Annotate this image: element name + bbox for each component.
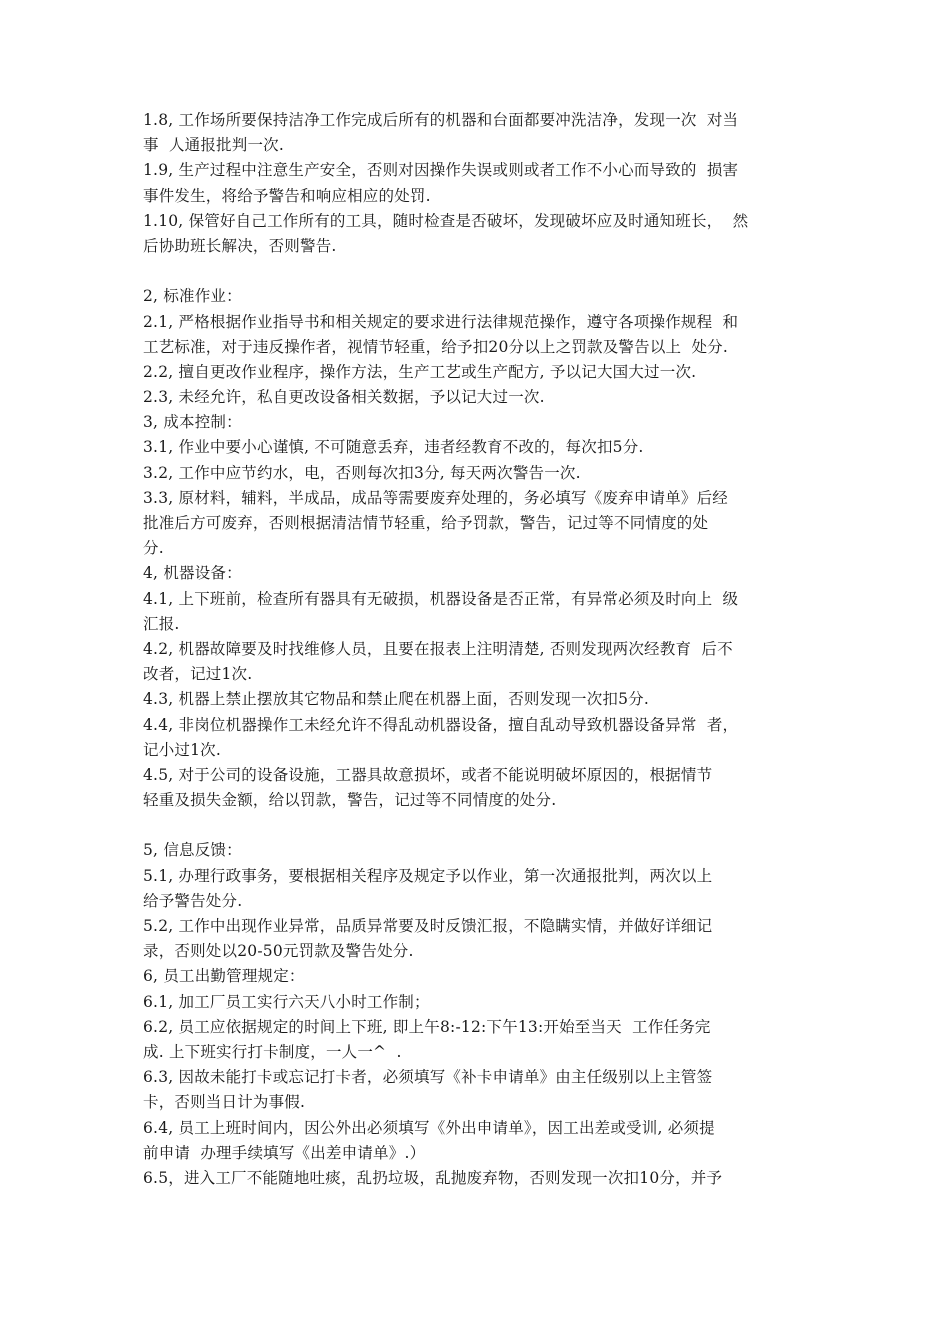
text-line: 5.2, 工作中出现作业异常，品质异常要及时反馈汇报，不隐瞒实情，并做好详细记 [143, 917, 713, 935]
text-line: 6.4, 员工上班时间内，因公外出必须填写《外出申请单》，因工出差或受训, 必须提 [143, 1118, 715, 1137]
text-line: 6.2, 员工应依据规定的时间上下班, 即上午8:-12:下午13:开始至当天 工作任务完 [143, 1017, 711, 1036]
text-line: 1.8, 工作场所要保持洁净工作完成后所有的机器和台面都要冲洗洁净，发现一次 对当 [143, 111, 739, 129]
text-line: 1.10, 保管好自己工作所有的工具，随时检查是否破坏，发现破坏应及时通知班长， 然 [143, 211, 749, 230]
text-line: 4, 机器设备： [143, 564, 242, 583]
text-line: 3.3, 原材料，辅料，半成品，成品等需要废弃处理的，务必填写《废弃申请单》后经 [143, 488, 729, 507]
text-line: 录，否则处以20-50元罚款及警告处分. [143, 942, 414, 961]
text-line: 4.1, 上下班前，检查所有器具有无破损，机器设备是否正常，有异常必须及时向上 级 [143, 589, 739, 608]
text-line: 6.1, 加工厂员工实行六天八小时工作制； [143, 992, 430, 1011]
document-body [143, 108, 823, 1191]
text-line: 前申请 办理手续填写《出差申请单》.） [143, 1143, 426, 1162]
text-line: 轻重及损失金额，给以罚款，警告，记过等不同情度的处分. [143, 791, 557, 810]
text-line: 记小过1次. [143, 740, 221, 759]
text-line: 给予警告处分. [143, 891, 243, 910]
text-line: 2.1, 严格根据作业指导书和相关规定的要求进行法律规范操作，遵守各项操作规程 和 [143, 312, 739, 331]
text-line: 后协助班长解决，否则警告. [143, 236, 337, 255]
text-line: 4.5, 对于公司的设备设施，工器具故意损坏，或者不能说明破坏原因的，根据情节 [143, 765, 713, 784]
blank-line [143, 259, 823, 284]
text-line: 1.9, 生产过程中注意生产安全，否则对因操作失误或则或者工作不小心而导致的 损害 [143, 161, 739, 180]
text-line: 成. 上下班实行打卡制度，一人一^ . [143, 1042, 402, 1061]
text-line: 3.2, 工作中应节约水，电，否则每次扣3分, 每天两次警告一次. [143, 463, 581, 482]
text-line: 2.2, 擅自更改作业程序，操作方法，生产工艺或生产配方, 予以记大国大过一次. [143, 362, 697, 381]
text-line: 6.5，进入工厂不能随地吐痰，乱扔垃圾，乱抛废弃物，否则发现一次扣10分，并予 [143, 1168, 723, 1187]
text-line: 批准后方可废弃，否则根据清洁情节轻重，给予罚款，警告，记过等不同情度的处 [143, 514, 709, 532]
text-line: 事件发生，将给予警告和响应相应的处罚. [143, 186, 431, 205]
text-line: 6, 员工出勤管理规定： [143, 967, 305, 986]
text-line: 改者，记过1次. [143, 665, 253, 684]
text-line: 卡，否则当日计为事假. [143, 1093, 306, 1112]
text-line: 4.2, 机器故障要及时找维修人员，且要在报表上注明清楚, 否则发现两次经教育 后不 [143, 639, 733, 658]
text-line: 2.3, 未经允许，私自更改设备相关数据，予以记大过一次. [143, 388, 545, 407]
text-line: 3.1, 作业中要小心谨慎, 不可随意丢弃，违者经教育不改的，每次扣5分. [143, 438, 644, 457]
text-line: 4.4, 非岗位机器操作工未经允许不得乱动机器设备，擅自乱动导致机器设备异常 者， [143, 715, 739, 734]
text-line: 5, 信息反馈： [143, 841, 242, 860]
text-line: 事 人通报批判一次. [143, 136, 284, 155]
text-line: 4.3, 机器上禁止摆放其它物品和禁止爬在机器上面，否则发现一次扣5分. [143, 690, 649, 709]
text-line: 汇报. [143, 614, 180, 633]
text-line: 工艺标准，对于违反操作者，视情节轻重，给予扣20分以上之罚款及警告以上 处分. [143, 337, 729, 356]
text-line: 5.1, 办理行政事务，要根据相关程序及规定予以作业，第一次通报批判，两次以上 [143, 866, 713, 885]
text-line: 2, 标准作业： [143, 287, 242, 306]
blank-line [143, 813, 823, 838]
text-line: 3, 成本控制： [143, 413, 242, 432]
text-line: 6.3, 因故未能打卡或忘记打卡者，必须填写《补卡申请单》由主任级别以上主管签 [143, 1068, 713, 1087]
text-line: 分. [143, 539, 164, 558]
